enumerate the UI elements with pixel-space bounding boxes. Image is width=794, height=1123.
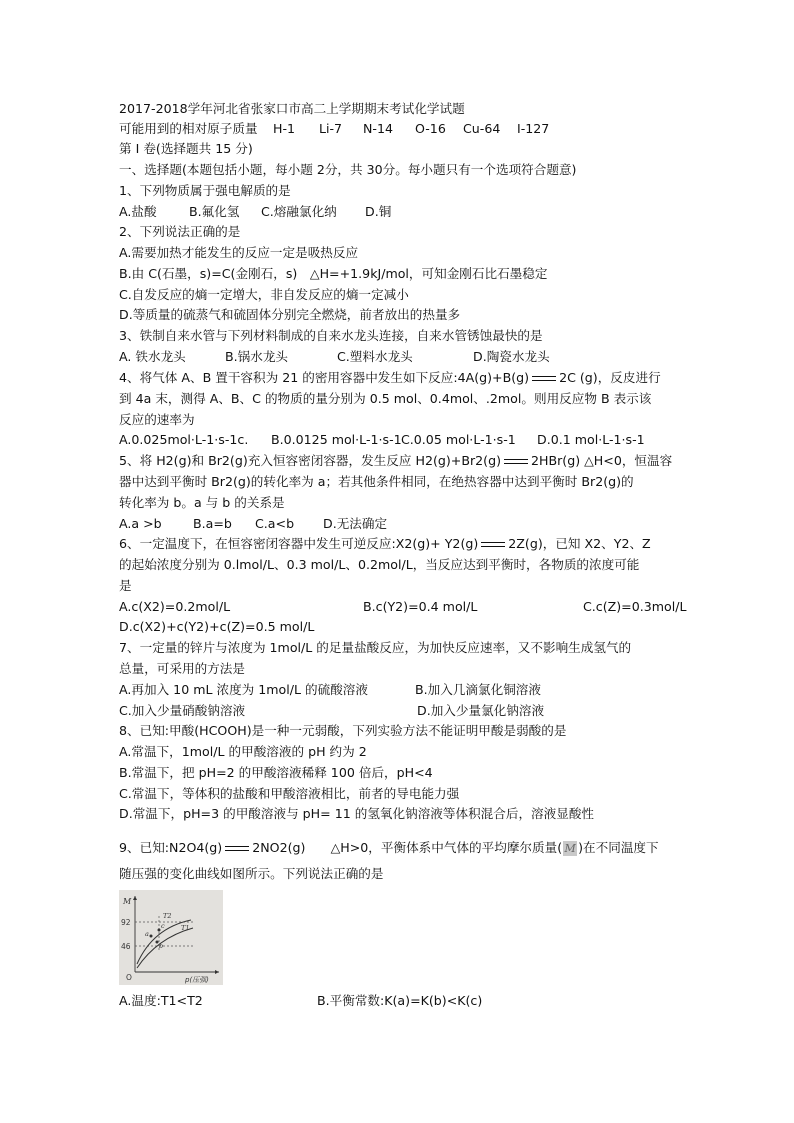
question-8-option-d: D.常温下，pH=3 的甲酸溶液与 pH= 11 的氢氧化钠溶液等体积混合后，溶液显酸性 — [119, 806, 595, 821]
question-9-line-2: 随压强的变化曲线如图所示。下列说法正确的是 — [119, 866, 384, 881]
figure-graph — [119, 890, 223, 985]
option-a: A.再加入 10 mL 浓度为 1mol/L 的硫酸溶液 — [119, 682, 368, 697]
question-5-line-2: 器中达到平衡时 Br2(g)的转化率为 a；若其他条件相同，在绝热容器中达到平衡时 Br2(g)的 — [119, 474, 634, 489]
option-c: C.0.05 mol·L-1·s-1 — [401, 432, 516, 447]
option-b: B.a=b — [193, 516, 232, 531]
question-5-line-1 — [119, 453, 672, 469]
question-9-line-1 — [119, 840, 659, 856]
equilibrium-arrow-icon — [532, 374, 556, 383]
equilibrium-arrow-icon — [225, 844, 249, 853]
origin-label: O — [126, 973, 132, 982]
question-6-option-d: D.c(X2)+c(Y2)+c(Z)=0.5 mol/L — [119, 619, 315, 634]
atomic-masses-label: 可能用到的相对原子质量 — [119, 121, 258, 136]
option-c: C.加入少量硝酸钠溶液 — [119, 703, 246, 718]
option-c: C.a<b — [255, 516, 295, 531]
question-8-option-a: A.常温下，1mol/L 的甲酸溶液的 pH 约为 2 — [119, 744, 367, 759]
question-9-line-1a: 9、已知:N2O4(g) — [119, 840, 223, 855]
option-c: C.塑料水龙头 — [337, 349, 413, 364]
atomic-mass-item: I-127 — [517, 121, 550, 136]
option-a: A. 铁水龙头 — [119, 349, 186, 364]
option-d: D.铜 — [365, 204, 392, 219]
equilibrium-arrow-icon — [504, 457, 528, 466]
curve-label-t1: T1 — [181, 924, 190, 932]
question-5-line-3: 转化率为 b。a 与 b 的关系是 — [119, 495, 285, 510]
question-8-stem: 8、已知:甲酸(HCOOH)是一种一元弱酸，下列实验方法不能证明甲酸是弱酸的是 — [119, 723, 567, 738]
x-axis-arrow-icon — [215, 970, 219, 974]
option-d: D.0.1 mol·L-1·s-1 — [537, 432, 645, 447]
option-b: B.0.0125 mol·L-1·s-1 — [271, 432, 402, 447]
point-a — [150, 935, 153, 938]
question-6-line-3: 是 — [119, 578, 132, 593]
question-4-line-1b: 2C (g)，反皮进行 — [559, 370, 661, 385]
option-b: B.氟化氢 — [189, 204, 240, 219]
question-5-line-1b: 2HBr(g) △H<0，恒温容 — [530, 453, 673, 468]
question-9-line-1c: )在不同温度下 — [578, 840, 659, 855]
atomic-mass-item: H-1 — [273, 121, 296, 136]
point-label-c: c — [161, 922, 165, 930]
curve-label-t2: T2 — [163, 912, 172, 920]
option-a: A.盐酸 — [119, 204, 157, 219]
question-2-option-b: B.由 C(石墨，s)=C(金刚石，s) △H=+1.9kJ/mol，可知金刚石比石墨稳定 — [119, 266, 548, 281]
question-2-option-a: A.需要加热才能发生的反应一定是吸热反应 — [119, 245, 359, 260]
question-6-line-1 — [119, 536, 651, 552]
atomic-mass-item: N-14 — [363, 121, 393, 136]
option-c: C.c(Z)=0.3mol/L — [583, 599, 687, 614]
question-7-line-1: 7、一定量的锌片与浓度为 1mol/L 的足量盐酸反应，为加快反应速率，又不影响生成氢气的 — [119, 640, 632, 655]
option-b: B.平衡常数:K(a)=K(b)<K(c) — [317, 993, 483, 1008]
option-d: D.无法确定 — [323, 516, 388, 531]
question-8-option-b: B.常温下，把 pH=2 的甲酸溶液稀释 100 倍后，pH<4 — [119, 765, 433, 780]
question-2-option-c: C.自发反应的熵一定增大，非自发反应的熵一定减小 — [119, 287, 409, 302]
atomic-mass-item: Li-7 — [319, 121, 343, 136]
question-4-line-3: 反应的速率为 — [119, 412, 195, 427]
question-4-line-1a: 4、将气体 A、B 置干容积为 21 的密用容器中发生如下反应:4A(g)+B(g) — [119, 370, 530, 385]
question-2-stem: 2、下列说法正确的是 — [119, 224, 241, 239]
part-heading: 第 I 卷(选择题共 15 分) — [119, 141, 253, 156]
equilibrium-arrow-icon — [481, 540, 505, 549]
question-3-stem: 3、铁制自来水管与下列材料制成的自来水龙头连接，自来水管锈蚀最快的是 — [119, 328, 543, 343]
question-8-option-c: C.常温下，等体积的盐酸和甲酸溶液相比，前者的导电能力强 — [119, 786, 460, 801]
x-axis-label: p(压强) — [185, 976, 209, 984]
question-5-line-1a: 5、将 H2(g)和 Br2(g)充入恒容密闭容器，发生反应 H2(g)+Br2(g) — [119, 453, 501, 468]
mean-molar-mass-symbol: M — [564, 842, 576, 855]
option-d: D.陶瓷水龙头 — [473, 349, 550, 364]
question-9-line-1b: 2NO2(g) △H>0，平衡体系中气体的平均摩尔质量( — [252, 840, 563, 855]
question-6-line-1a: 6、一定温度下，在恒容密闭容器中发生可逆反应:X2(g)+ Y2(g) — [119, 536, 479, 551]
y-axis-label: M — [123, 897, 132, 906]
question-6-line-2: 的起始浓度分别为 0.lmol/L、0.3 mol/L、0.2mol/L，当反应达到平衡时，各物质的浓度可能 — [119, 557, 640, 572]
y-tick-46: 46 — [121, 942, 131, 951]
option-a: A.a >b — [119, 516, 162, 531]
point-label-b: b — [159, 942, 164, 950]
option-a: A.0.025mol·L-1·s-1c. — [119, 432, 249, 447]
y-axis-arrow-icon — [133, 896, 137, 900]
paper-title: 2017-2018学年河北省张家口市高二上学期期末考试化学试题 — [119, 101, 465, 116]
option-d: D.加入少量氯化钠溶液 — [417, 703, 545, 718]
question-2-option-d: D.等质量的硫蒸气和硫固体分别完全燃烧，前者放出的热量多 — [119, 307, 461, 322]
option-a: A.温度:T1<T2 — [119, 993, 203, 1008]
question-1-stem: 1、下列物质属于强电解质的是 — [119, 183, 291, 198]
atomic-mass-item: Cu-64 — [463, 121, 501, 136]
question-4-line-1 — [119, 370, 661, 386]
option-b: B.锅水龙头 — [225, 349, 289, 364]
option-b: B.加入几滴氯化铜溶液 — [415, 682, 541, 697]
pressure-molar-mass-figure — [119, 890, 223, 985]
atomic-mass-item: O-16 — [415, 121, 446, 136]
section-heading: 一、选择题(本题包括小题，每小题 2分，共 30分。每小题只有一个选项符合题意) — [119, 162, 577, 177]
question-6-line-1b: 2Z(g)，已知 X2、Y2、Z — [508, 536, 651, 551]
option-b: B.c(Y2)=0.4 mol/L — [363, 599, 478, 614]
y-tick-92: 92 — [121, 918, 131, 927]
question-7-line-2: 总量，可采用的方法是 — [119, 661, 245, 676]
option-c: C.熔融氯化纳 — [261, 204, 337, 219]
point-label-a: a — [145, 930, 149, 938]
question-4-line-2: 到 4a 末，测得 A、B、C 的物质的量分别为 0.5 mol、0.4mol、.2mol。则用反应物 B 表示该 — [119, 391, 652, 406]
option-a: A.c(X2)=0.2mol/L — [119, 599, 231, 614]
